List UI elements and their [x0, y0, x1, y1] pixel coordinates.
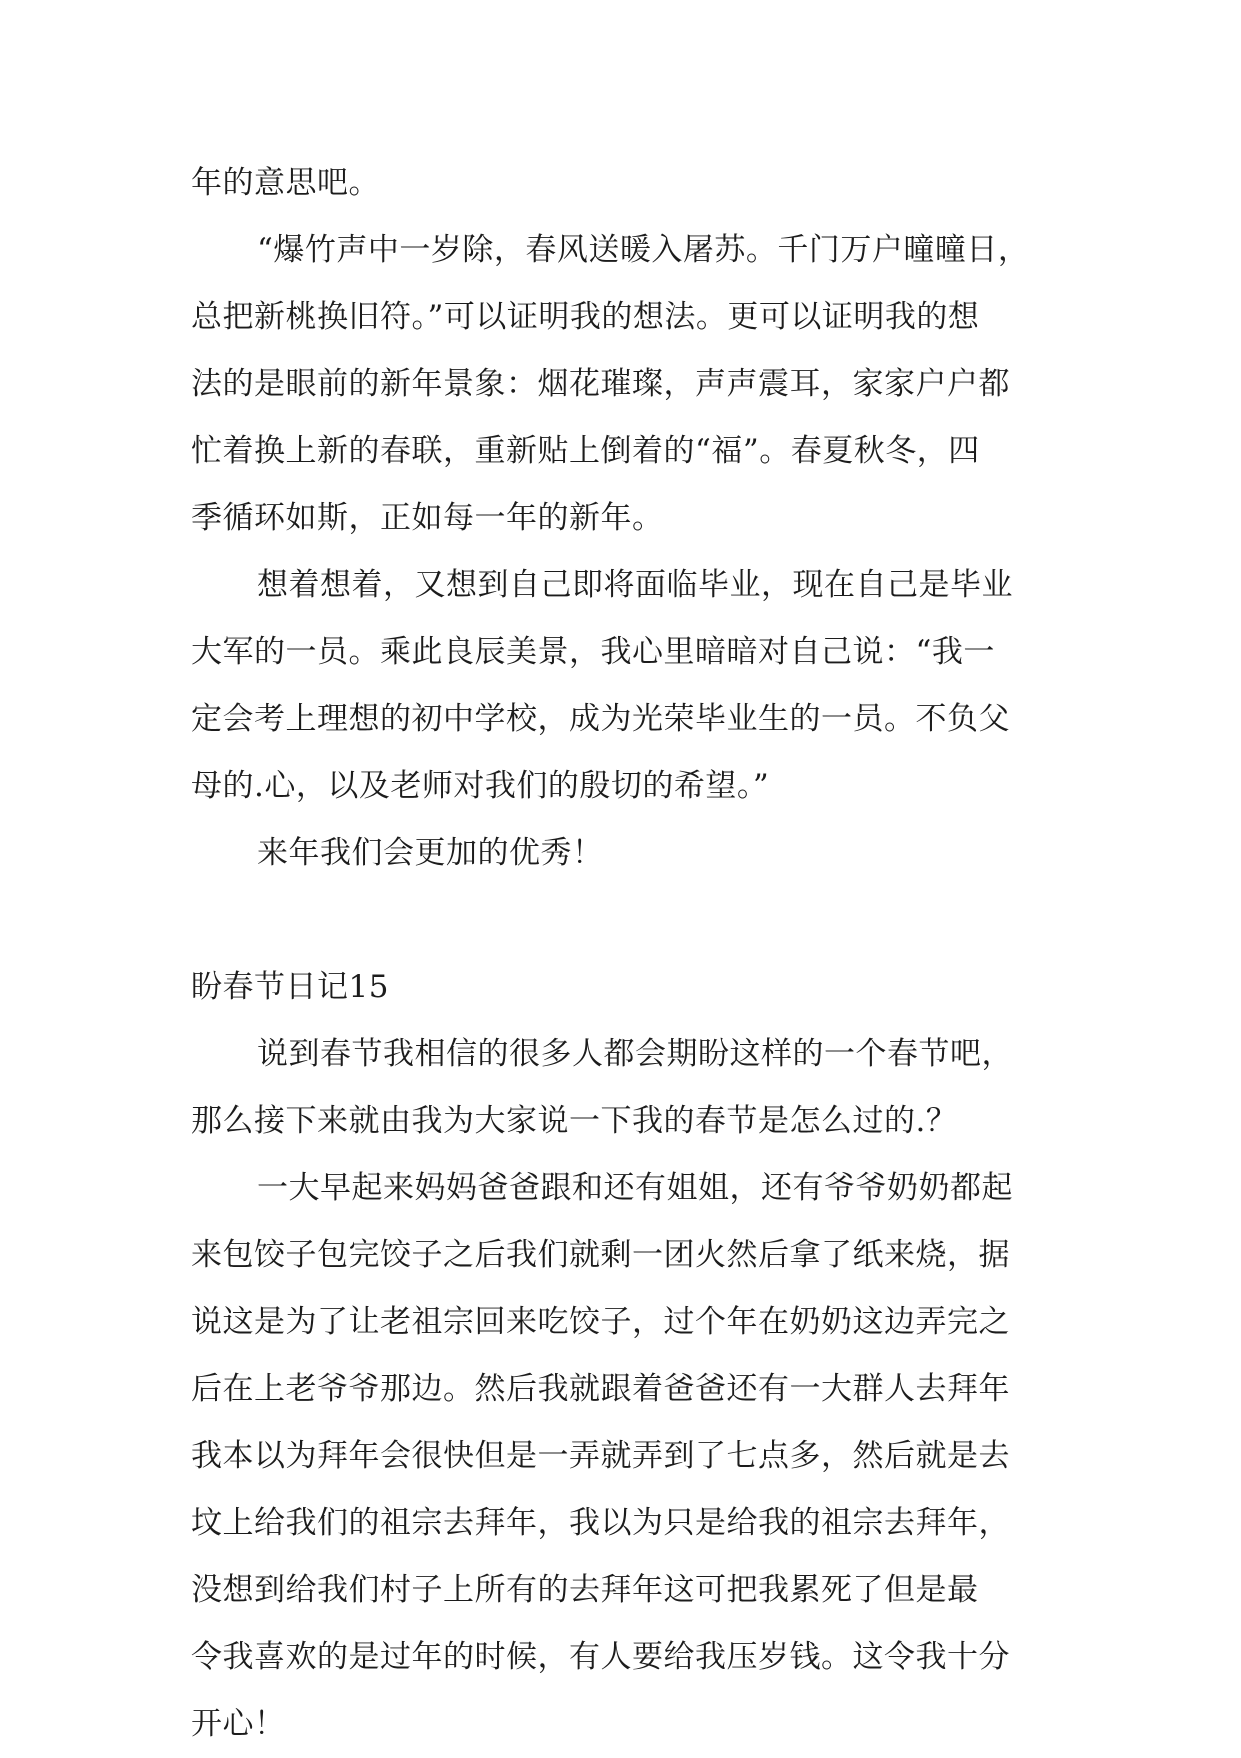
document-body — [191, 150, 1071, 1758]
text-line: 总把新桃换旧符。”可以证明我的想法。更可以证明我的想 — [191, 299, 980, 335]
text-line: 季循环如斯，正如每一年的新年。 — [191, 500, 664, 536]
text-line: 母的.心，以及老师对我们的殷切的希望。” — [191, 768, 770, 804]
text-line: 来包饺子包完饺子之后我们就剩一团火然后拿了纸来烧，据 — [191, 1237, 1010, 1273]
text-line: 法的是眼前的新年景象：烟花璀璨，声声震耳，家家户户都 — [191, 366, 1010, 402]
text-line: 说到春节我相信的很多人都会期盼这样的一个春节吧， — [257, 1036, 1013, 1072]
text-line: 一大早起来妈妈爸爸跟和还有姐姐，还有爷爷奶奶都起 — [257, 1170, 1013, 1206]
text-line: 坟上给我们的祖宗去拜年，我以为只是给我的祖宗去拜年， — [191, 1505, 1010, 1541]
text-line: 来年我们会更加的优秀！ — [257, 835, 604, 871]
text-line: “爆竹声中一岁除，春风送暖入屠苏。千门万户曈曈日， — [257, 232, 1030, 268]
text-line: 年的意思吧。 — [191, 165, 380, 201]
text-line: 我本以为拜年会很快但是一弄就弄到了七点多，然后就是去 — [191, 1438, 1010, 1474]
text-line: 大军的一员。乘此良辰美景，我心里暗暗对自己说：“我一 — [191, 634, 995, 670]
text-line: 想着想着，又想到自己即将面临毕业，现在自己是毕业 — [257, 567, 1013, 603]
text-line: 没想到给我们村子上所有的去拜年这可把我累死了但是最 — [191, 1572, 979, 1608]
text-line: 忙着换上新的春联，重新贴上倒着的“福”。春夏秋冬，四 — [191, 433, 980, 469]
text-line: 那么接下来就由我为大家说一下我的春节是怎么过的.？ — [191, 1103, 958, 1139]
section-heading: 盼春节日记15 — [191, 969, 389, 1005]
text-line: 后在上老爷爷那边。然后我就跟着爸爸还有一大群人去拜年 — [191, 1371, 1010, 1407]
text-line: 令我喜欢的是过年的时候，有人要给我压岁钱。这令我十分 — [191, 1639, 1010, 1675]
blank-line — [191, 887, 1071, 954]
text-line: 定会考上理想的初中学校，成为光荣毕业生的一员。不负父 — [191, 701, 1010, 737]
text-line: 说这是为了让老祖宗回来吃饺子，过个年在奶奶这边弄完之 — [191, 1304, 1010, 1340]
text-line: 开心！ — [191, 1706, 286, 1742]
